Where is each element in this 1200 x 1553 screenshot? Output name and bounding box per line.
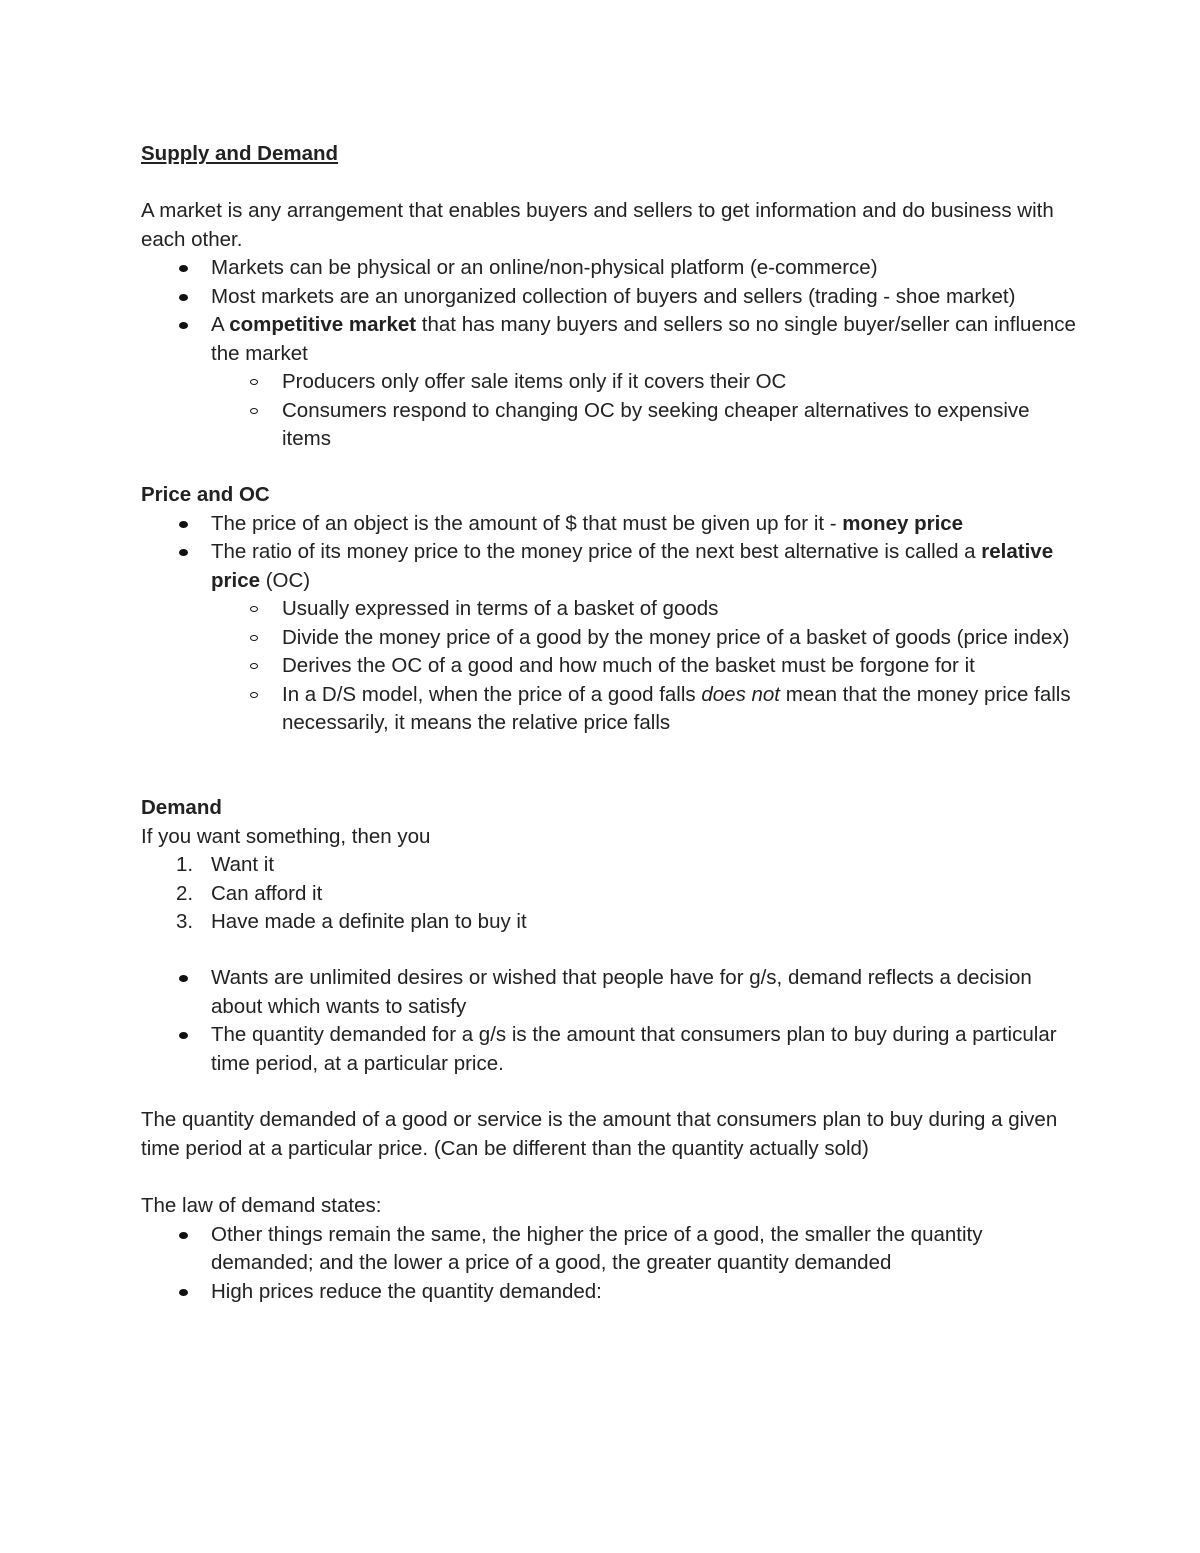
law-of-demand-section xyxy=(141,1192,1081,1306)
money-price-term: money price xyxy=(842,511,964,535)
price-heading: Price and OC xyxy=(141,483,270,506)
bullet-icon xyxy=(179,322,188,329)
bullet-icon xyxy=(179,521,188,528)
bullet-icon xyxy=(179,1232,188,1239)
list-item: The quantity demanded for a g/s is the amount that consumers plan to buy during a particular time period, at a particular price. xyxy=(141,1021,1081,1078)
numbered-item: 3. Have made a definite plan to buy it xyxy=(141,908,1081,937)
list-item: The ratio of its money price to the money price of the next best alternative is called a relative price (OC) xyxy=(141,538,1081,595)
list-item: Other things remain the same, the higher the price of a good, the smaller the quantity demanded; and the lower a price of a good, the greater quantity demanded xyxy=(141,1221,1081,1278)
numbered-item: 1. Want it xyxy=(141,851,1081,880)
law-bullet-list xyxy=(141,1221,1081,1307)
relative-price-term: relative price xyxy=(211,540,1054,592)
price-section xyxy=(141,481,1081,738)
item-number: 1. xyxy=(176,853,194,876)
bullet-icon xyxy=(179,549,188,556)
law-intro: The law of demand states: xyxy=(141,1194,382,1217)
item-number: 3. xyxy=(176,910,194,933)
demand-bullets xyxy=(141,964,1081,1078)
list-item: Wants are unlimited desires or wished that people have for g/s, demand reflects a decision about which wants to satisfy xyxy=(141,964,1081,1021)
bullet-icon xyxy=(179,1032,188,1039)
bullet-icon xyxy=(179,294,188,301)
circle-bullet-icon xyxy=(250,635,258,641)
demand-intro: If you want something, then you xyxy=(141,824,431,848)
sub-list-item: In a D/S model, when the price of a good falls does not mean that the money price falls necessarily, it means the relative price falls xyxy=(141,681,1081,738)
demand-steps-list xyxy=(141,851,1081,937)
circle-bullet-icon xyxy=(250,408,258,414)
list-item: A competitive market that has many buyers and sellers so no single buyer/seller can influence the market xyxy=(141,311,1081,368)
competitive-market-term: competitive market xyxy=(229,313,417,336)
list-item: The price of an object is the amount of $ that must be given up for it - money price xyxy=(141,510,1081,539)
circle-bullet-icon xyxy=(250,692,258,698)
market-bullet-list xyxy=(141,254,1081,454)
sub-list-item: Consumers respond to changing OC by seeking cheaper alternatives to expensive items xyxy=(141,397,1081,454)
bullet-icon xyxy=(179,265,188,272)
numbered-item: 2. Can afford it xyxy=(141,880,1081,909)
demand-bullet-list xyxy=(141,964,1081,1078)
list-item: High prices reduce the quantity demanded: xyxy=(141,1278,1081,1307)
demand-section xyxy=(141,794,1081,937)
list-item: Most markets are an unorganized collection of buyers and sellers (trading - shoe market) xyxy=(141,283,1081,312)
bullet-icon xyxy=(179,1289,188,1296)
document-title xyxy=(141,140,1081,169)
sub-list-item: Divide the money price of a good by the money price of a basket of goods (price index) xyxy=(141,624,1081,653)
does-not-emphasis: does not xyxy=(701,682,781,706)
list-item: Markets can be physical or an online/non-physical platform (e-commerce) xyxy=(141,254,1081,283)
bullet-icon xyxy=(179,975,188,982)
title-text: Supply and Demand xyxy=(141,142,339,165)
demand-heading: Demand xyxy=(141,796,222,819)
intro-paragraph: A market is any arrangement that enables buyers and sellers to get information and do business with each other. xyxy=(141,199,1054,251)
circle-bullet-icon xyxy=(250,379,258,385)
price-bullet-list xyxy=(141,510,1081,738)
circle-bullet-icon xyxy=(250,606,258,612)
circle-bullet-icon xyxy=(250,663,258,669)
quantity-demanded-paragraph: The quantity demanded of a good or service is the amount that consumers plan to buy during a given time period at a particular price. (Can be different than the quantity actually sold) xyxy=(141,1108,1058,1160)
item-number: 2. xyxy=(176,881,194,905)
sub-list-item: Usually expressed in terms of a basket of goods xyxy=(141,595,1081,624)
market-section xyxy=(141,197,1081,454)
sub-list-item: Producers only offer sale items only if it covers their OC xyxy=(141,368,1081,397)
sub-list-item: Derives the OC of a good and how much of the basket must be forgone for it xyxy=(141,652,1081,681)
